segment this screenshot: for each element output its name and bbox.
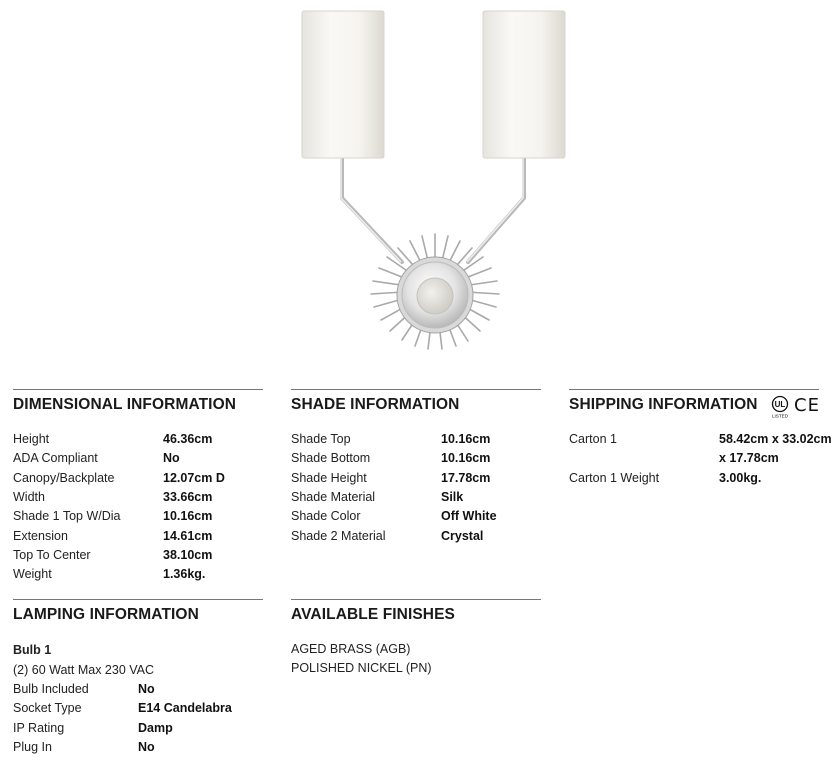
spec-value: No <box>138 682 155 696</box>
spec-label: Canopy/Backplate <box>13 471 115 485</box>
spec-value: 1.36kg. <box>163 567 206 581</box>
spec-label: Shade Material <box>291 490 376 504</box>
spec-label: Carton 1 Weight <box>569 471 660 485</box>
ul-listed-badge <box>770 395 790 419</box>
spec-label: Shade Top <box>291 432 351 446</box>
spec-label: Height <box>13 432 50 446</box>
spec-value: 46.36cm <box>163 432 213 446</box>
spec-value: 17.78cm <box>441 471 491 485</box>
spec-label: Bulb Included <box>13 682 89 696</box>
section-divider <box>291 599 541 600</box>
shade-section <box>291 389 541 549</box>
bulb-heading: Bulb 1 <box>13 643 52 657</box>
spec-label: Shade Bottom <box>291 451 371 465</box>
spec-label: Socket Type <box>13 701 82 715</box>
section-divider <box>13 389 263 390</box>
spec-value: x 17.78cm <box>719 451 779 465</box>
ul-listed-text: LISTED <box>771 413 789 419</box>
dimensional-section <box>13 389 263 589</box>
spec-label: Plug In <box>13 740 52 754</box>
section-title: SHADE INFORMATION <box>291 396 460 413</box>
spec-value: 10.16cm <box>163 509 213 523</box>
right-shade <box>483 11 565 158</box>
shipping-section <box>569 389 831 499</box>
product-image <box>290 0 590 375</box>
spec-label: Weight <box>13 567 52 581</box>
spec-value: E14 Candelabra <box>138 701 232 715</box>
finishes-section <box>291 599 541 689</box>
spec-label: Shade Color <box>291 509 361 523</box>
spec-value: 3.00kg. <box>719 471 762 485</box>
spec-label: Top To Center <box>13 548 91 562</box>
spec-value: Crystal <box>441 529 484 543</box>
spec-label: Width <box>13 490 45 504</box>
ul-mark-text: UL <box>774 400 786 409</box>
spec-value: Silk <box>441 490 464 504</box>
spec-value: No <box>163 451 180 465</box>
spec-value: 14.61cm <box>163 529 213 543</box>
spec-label: Shade 1 Top W/Dia <box>13 509 121 523</box>
spec-value: 58.42cm x 33.02cm <box>719 432 832 446</box>
section-title: DIMENSIONAL INFORMATION <box>13 396 237 413</box>
spec-label: Carton 1 <box>569 432 617 446</box>
spec-value: 33.66cm <box>163 490 213 504</box>
spec-label: Extension <box>13 529 68 543</box>
spec-value: Off White <box>441 509 497 523</box>
section-divider <box>569 389 819 390</box>
lamping-section <box>13 599 263 761</box>
lamp-arms <box>342 155 524 262</box>
spec-value: No <box>138 740 155 754</box>
spec-value: Damp <box>138 721 173 735</box>
section-title: SHIPPING INFORMATION <box>569 396 758 413</box>
finish-item: AGED BRASS (AGB) <box>291 642 411 656</box>
section-title: AVAILABLE FINISHES <box>291 606 455 623</box>
spec-label: Shade Height <box>291 471 367 485</box>
spec-value: 10.16cm <box>441 432 491 446</box>
spec-label: Shade 2 Material <box>291 529 386 543</box>
spec-value: 38.10cm <box>163 548 213 562</box>
section-divider <box>291 389 541 390</box>
spec-label: IP Rating <box>13 721 65 735</box>
spec-value: 12.07cm D <box>163 471 225 485</box>
section-divider <box>13 599 263 600</box>
spec-label: ADA Compliant <box>13 451 98 465</box>
left-shade <box>302 11 384 158</box>
ul-listed-icon <box>770 395 790 419</box>
finish-item: POLISHED NICKEL (PN) <box>291 661 432 675</box>
bulb-description: (2) 60 Watt Max 230 VAC <box>13 663 155 677</box>
ce-mark: CE <box>794 395 820 416</box>
spec-value: 10.16cm <box>441 451 491 465</box>
section-title: LAMPING INFORMATION <box>13 606 199 623</box>
